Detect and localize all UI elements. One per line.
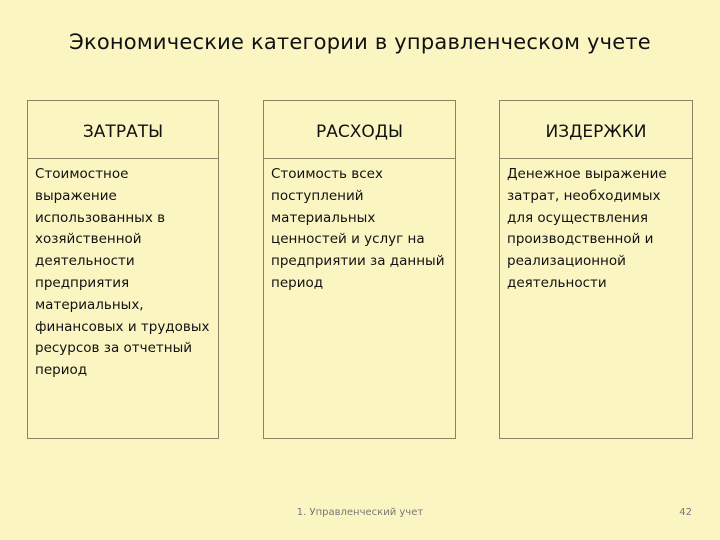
column-header-izderzhki: ИЗДЕРЖКИ — [500, 101, 692, 159]
column-body-raskhody: Стоимость всех поступлений материальных ценностей и услуг на предприятии за данный период — [271, 166, 445, 291]
column-body-zatraty: Стоимостное выражение использованных в хозяйственной деятельности предприятия материальных, финансовых и трудовых ресурсов за отчетный период — [35, 166, 210, 379]
page-number: 42 — [679, 507, 692, 518]
column-zatraty — [27, 100, 219, 439]
column-raskhody — [263, 100, 456, 439]
slide-title: Экономические категории в управленческом учете — [69, 30, 651, 54]
column-izderzhki — [499, 100, 693, 439]
column-body-izderzhki: Денежное выражение затрат, необходимых для осуществления производственной и реализационной деятельности — [507, 166, 667, 291]
column-header-raskhody: РАСХОДЫ — [264, 101, 455, 159]
column-header-zatraty: ЗАТРАТЫ — [28, 101, 218, 159]
footer-label: 1. Управленческий учет — [296, 507, 424, 518]
